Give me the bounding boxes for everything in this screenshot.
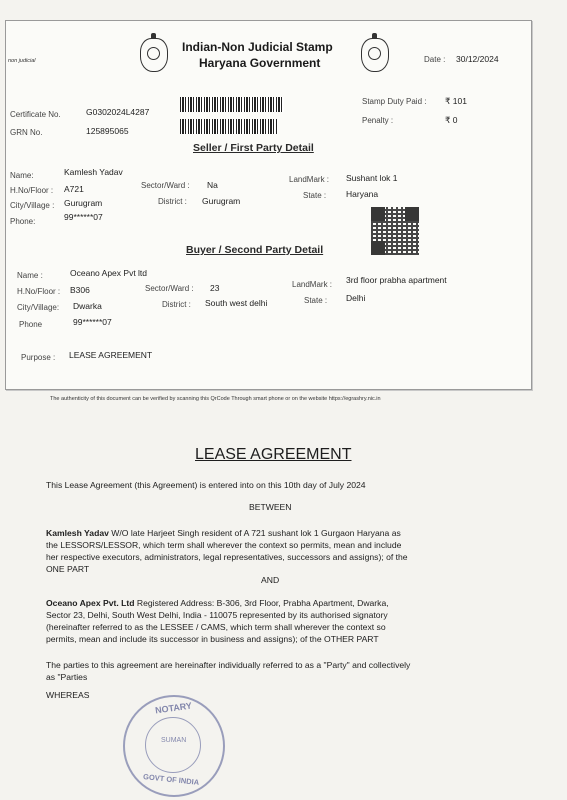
seller-sector-value: Na: [207, 180, 218, 190]
stamp-duty-label: Stamp Duty Paid :: [362, 97, 427, 106]
penalty-value: ₹ 0: [445, 115, 458, 125]
lessor-line1: [46, 528, 401, 540]
buyer-name-label: Name :: [17, 271, 43, 280]
seller-state-value: Haryana: [346, 189, 379, 199]
seller-hno-value: A721: [64, 184, 84, 194]
buyer-district-value: South west delhi: [205, 298, 268, 308]
stamp-title-line1: Indian-Non Judicial Stamp: [182, 40, 333, 54]
qr-code: [371, 207, 419, 255]
certificate-value: G0302024L4287: [86, 107, 150, 117]
stamp-duty-value: ₹ 101: [445, 96, 467, 106]
seal-top-text: NOTARY: [154, 700, 193, 716]
emblem-left-icon: [140, 38, 168, 72]
seller-phone-value: 99******07: [64, 212, 103, 222]
buyer-sector-label: Sector/Ward :: [145, 284, 194, 293]
barcode-top: [180, 97, 284, 112]
penalty-label: Penalty :: [362, 116, 394, 125]
stamp-title-line2: Haryana Government: [199, 56, 321, 70]
lessee-name: Oceano Apex Pvt. Ltd: [46, 598, 135, 608]
buyer-state-value: Delhi: [346, 293, 366, 303]
verify-note: The authenticity of this document can be verified by scanning this QrCode Through smart phone or on the website https://egrashry.nic.in: [50, 396, 381, 402]
lessor-line3: her respective executors, administrators, legal representatives, successors and assigns); of the: [46, 552, 408, 562]
grn-label: GRN No.: [10, 128, 43, 137]
lessee-line3: (hereinafter referred to as the LESSEE / CAMS, which term shall wherever the context so: [46, 622, 386, 632]
seller-heading: Seller / First Party Detail: [193, 142, 314, 154]
agreement-title: LEASE AGREEMENT: [195, 446, 352, 463]
seller-sector-label: Sector/Ward :: [141, 181, 190, 190]
buyer-phone-value: 99******07: [73, 317, 112, 327]
seller-landmark-label: LandMark :: [289, 175, 330, 184]
parties-line2: as "Parties: [46, 672, 88, 682]
certificate-label: Certificate No.: [10, 110, 61, 119]
seller-city-label: City/Village :: [10, 201, 55, 210]
emblem-right-icon: [361, 38, 389, 72]
grn-value: 125895065: [86, 126, 129, 136]
buyer-sector-value: 23: [210, 283, 220, 293]
buyer-hno-value: B306: [70, 285, 90, 295]
buyer-city-value: Dwarka: [73, 301, 102, 311]
buyer-phone-label: Phone: [19, 320, 43, 329]
seller-phone-label: Phone:: [10, 217, 36, 226]
purpose-label: Purpose :: [21, 353, 56, 362]
stamp-corner-text: non judicial: [8, 58, 36, 64]
buyer-hno-label: H.No/Floor :: [17, 287, 61, 296]
buyer-city-label: City/Village:: [17, 303, 60, 312]
lessee-line2: Sector 23, Delhi, South West Delhi, India - 110075 represented by its authorised signatory: [46, 610, 388, 620]
barcode-bottom: [180, 119, 278, 134]
seller-district-value: Gurugram: [202, 196, 241, 206]
lessee-line1: [46, 598, 389, 610]
agreement-intro: This Lease Agreement (this Agreement) is entered into on this 10th day of July 2024: [46, 480, 366, 490]
and-label: AND: [261, 575, 280, 585]
purpose-value: LEASE AGREEMENT: [69, 350, 153, 360]
seller-name-value: Kamlesh Yadav: [64, 167, 123, 177]
seal-center-text: SUMAN: [161, 737, 187, 744]
between-label: BETWEEN: [249, 502, 292, 512]
buyer-state-label: State :: [304, 296, 328, 305]
seal-bottom-text: GOVT OF INDIA: [142, 772, 200, 787]
seller-district-label: District :: [158, 197, 187, 206]
lessee-line1-text: Registered Address: B-306, 3rd Floor, Prabha Apartment, Dwarka,: [134, 598, 389, 608]
whereas-label: WHEREAS: [46, 690, 90, 700]
buyer-name-value: Oceano Apex Pvt ltd: [70, 268, 148, 278]
buyer-landmark-value: 3rd floor prabha apartment: [346, 275, 447, 285]
lessee-line4: permits, mean and include its successor in business and assigns); of the OTHER PART: [46, 634, 379, 644]
lessor-line1-text: W/O late Harjeet Singh resident of A 721 sushant lok 1 Gurgaon Haryana as: [108, 528, 401, 538]
buyer-district-label: District :: [162, 300, 191, 309]
seller-city-value: Gurugram: [64, 198, 103, 208]
seller-name-label: Name:: [10, 171, 34, 180]
buyer-landmark-label: LandMark :: [292, 280, 333, 289]
seller-landmark-value: Sushant lok 1: [346, 173, 398, 183]
parties-line1: The parties to this agreement are hereinafter individually referred to as a "Party" and collectively: [46, 660, 411, 670]
lessor-line2: the LESSORS/LESSOR, which term shall wherever the context so permits, mean and include: [46, 540, 402, 550]
lessor-line4: ONE PART: [46, 564, 90, 574]
notary-seal: [123, 695, 225, 797]
date-label: Date :: [424, 55, 446, 64]
seller-hno-label: H.No/Floor :: [10, 186, 54, 195]
seller-state-label: State :: [303, 191, 327, 200]
buyer-heading: Buyer / Second Party Detail: [186, 244, 324, 256]
lessor-name: Kamlesh Yadav: [46, 528, 109, 538]
date-value: 30/12/2024: [456, 54, 499, 64]
